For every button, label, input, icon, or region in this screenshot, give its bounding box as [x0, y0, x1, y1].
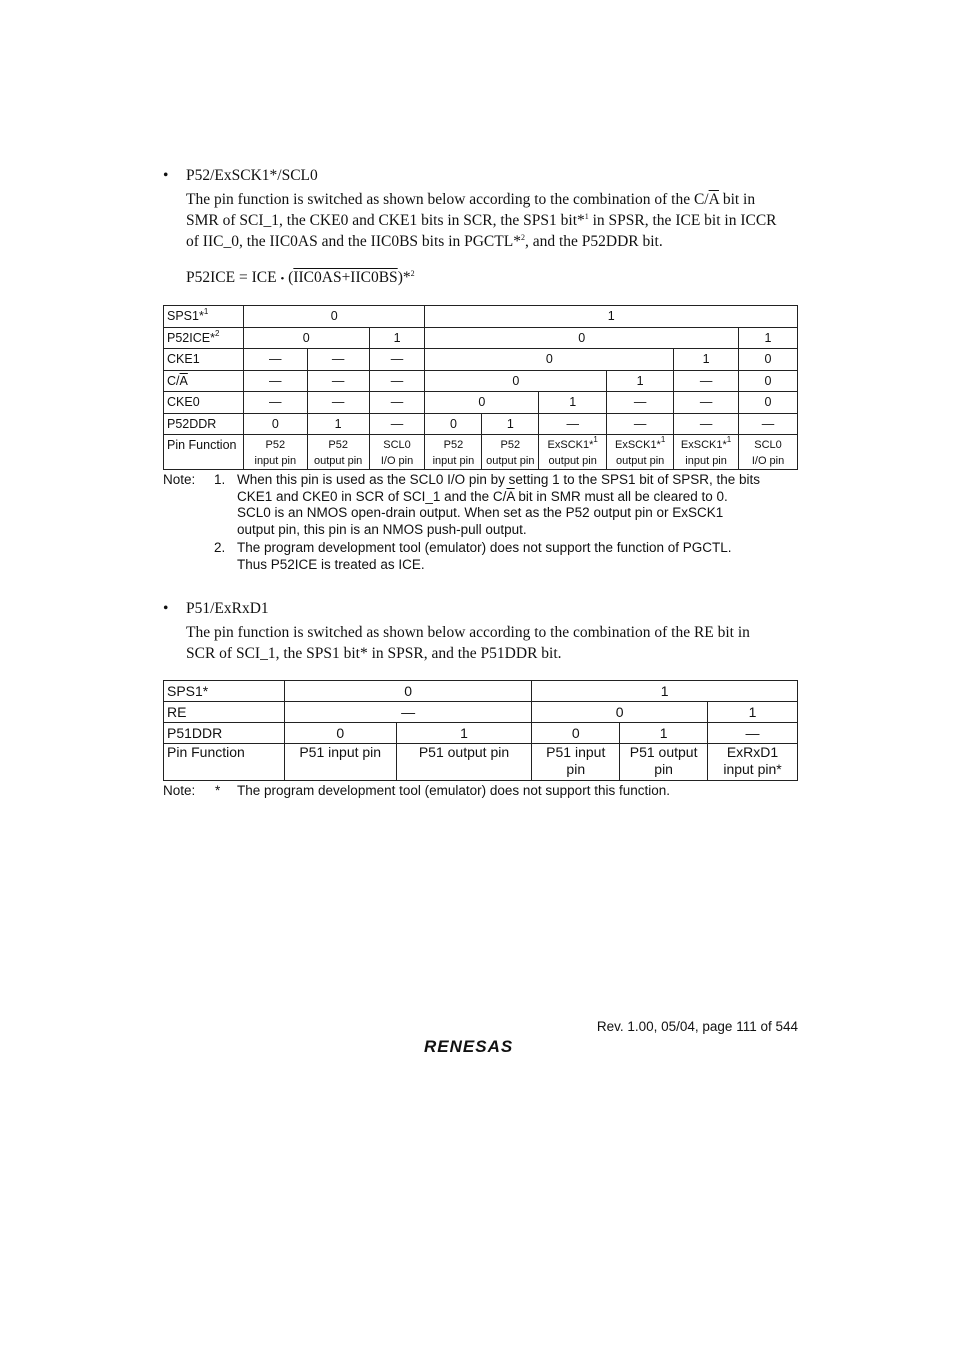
row-label: P52ICE*$^2$	[164, 327, 244, 349]
para-text: bit in	[718, 191, 756, 208]
table-cell: —	[307, 349, 369, 371]
para-text: , and the P52DDR bit.	[524, 233, 663, 250]
table-cell: P52 output pin	[482, 435, 539, 470]
table-cell: 1	[674, 349, 739, 371]
table-cell: 0	[243, 413, 307, 435]
note-number: 2.	[214, 540, 226, 555]
row-label: CKE1	[164, 349, 244, 371]
table-row	[164, 327, 798, 349]
table-cell: ExSCK1*$^1$ output pin	[539, 435, 607, 470]
table-cell: —	[369, 349, 425, 371]
formula-dot: •	[280, 273, 285, 285]
row-label: P52DDR	[164, 413, 244, 435]
table-cell: 0	[243, 306, 425, 328]
table-row	[164, 435, 798, 470]
footnote-ref: 2	[410, 269, 415, 278]
row-label: SPS1*	[164, 681, 285, 702]
para-text: SCR of SCI_1, the SPS1 bit* in SPSR, and the P51DDR bit.	[186, 645, 562, 662]
note-text: The program development tool (emulator) does not support the function of PGCTL. Thus P52ICE is treated as ICE.	[237, 540, 732, 572]
table-cell: 1	[307, 413, 369, 435]
note-text: When this pin is used as the SCL0 I/O pin by setting 1 to the SPS1 bit of SPSR, the bits CKE1 and CKE0 in SCR of SCI_1 and the $C/\overline{A}$ bit in SMR must all be cleared to 0. SCL0 is an NMOS open-drain output. When set as the P52 output pin or ExSCK1 output pin, this pin is an NMOS push-pull output.	[237, 472, 761, 537]
note-label: Note:	[163, 783, 196, 798]
table-cell: —	[284, 702, 532, 723]
table-row	[164, 370, 798, 392]
para-text: SMR of SCI_1, the CKE0 and CKE1 bits in SCR, the SPS1 bit*	[186, 212, 585, 229]
table-cell: 1	[620, 723, 708, 744]
note-number: 1.	[214, 472, 226, 487]
section-p52-paragraph	[186, 189, 801, 252]
table-cell: 1	[607, 370, 674, 392]
table-cell: —	[243, 349, 307, 371]
table-cell: 0	[425, 327, 739, 349]
para-text: The pin function is switched as shown below according to the combination of the RE bit in	[186, 624, 750, 641]
table-cell: 1	[482, 413, 539, 435]
table-cell: —	[369, 413, 425, 435]
table-cell: —	[243, 392, 307, 414]
row-label: Pin Function	[164, 435, 244, 470]
table-cell: 0	[425, 392, 539, 414]
table-cell: P52 input pin	[243, 435, 307, 470]
row-label: RE	[164, 702, 285, 723]
formula-overline: IIC0AS+IIC0BS	[293, 269, 398, 286]
table-cell: 0	[532, 702, 708, 723]
formula-text: (	[284, 269, 294, 286]
renesas-logo-mark	[422, 1034, 542, 1058]
table-cell: 0	[532, 723, 620, 744]
para-text: The pin function is switched as shown below according to the combination of the C/	[186, 191, 709, 208]
table-cell: 1	[539, 392, 607, 414]
table-cell: P51 output pin	[396, 744, 532, 781]
table-cell: 0	[284, 681, 532, 702]
bullet: •	[163, 167, 169, 184]
table-cell: 0	[425, 349, 674, 371]
table-row	[164, 702, 798, 723]
formula	[186, 269, 415, 287]
table-cell: P52 input pin	[425, 435, 482, 470]
note-label: Note:	[163, 472, 196, 487]
bullet: •	[163, 600, 169, 617]
p51-function-table	[163, 680, 798, 781]
table-cell: P51 input pin	[532, 744, 620, 781]
table-cell: —	[739, 413, 798, 435]
table-row	[164, 723, 798, 744]
table-row	[164, 306, 798, 328]
table-row	[164, 744, 798, 781]
row-label: Pin Function	[164, 744, 285, 781]
table-cell: —	[243, 370, 307, 392]
table-cell: 1	[369, 327, 425, 349]
section-p52-heading	[163, 167, 318, 185]
note-marker: *	[215, 783, 221, 798]
footnote-ref: 1	[584, 212, 589, 221]
table-cell: SCL0 I/O pin	[739, 435, 798, 470]
table-cell: —	[369, 370, 425, 392]
footnote-ref: 2	[520, 233, 525, 242]
para-text: of IIC_0, the IIC0AS and the IIC0BS bits in PGCTL*	[186, 233, 521, 250]
svg-text:RENESAS: RENESAS	[424, 1037, 514, 1056]
p52-function-table	[163, 305, 798, 470]
page-info: Rev. 1.00, 05/04, page 111 of 544	[596, 1019, 798, 1034]
table-row	[164, 349, 798, 371]
section-p51-paragraph	[186, 622, 801, 664]
table-cell: 0	[243, 327, 369, 349]
table-row	[164, 392, 798, 414]
table-cell: 0	[739, 349, 798, 371]
table-cell: 0	[739, 392, 798, 414]
section-p51-heading	[163, 600, 269, 618]
table-cell: 1	[425, 306, 798, 328]
row-label: CKE0	[164, 392, 244, 414]
section-title: P51/ExRxD1	[186, 600, 269, 617]
table-cell: 1	[708, 702, 798, 723]
table-cell: —	[607, 392, 674, 414]
table-cell: —	[307, 370, 369, 392]
table-cell: 0	[425, 370, 607, 392]
para-text-overline: $\overline{A}$	[708, 191, 719, 208]
table-cell: 1	[396, 723, 532, 744]
formula-text: P52ICE = ICE	[186, 269, 281, 286]
table-cell: —	[708, 723, 798, 744]
table-cell: P51 output pin	[620, 744, 708, 781]
table-row	[164, 413, 798, 435]
para-text: in SPSR, the ICE bit in ICCR	[588, 212, 777, 229]
table-cell: —	[369, 392, 425, 414]
table-cell: —	[307, 392, 369, 414]
section-title: P52/ExSCK1*/SCL0	[186, 167, 318, 184]
table-cell: P51 input pin	[284, 744, 396, 781]
table-cell: SCL0 I/O pin	[369, 435, 425, 470]
table-cell: —	[539, 413, 607, 435]
table-cell: —	[607, 413, 674, 435]
note-1	[163, 472, 803, 577]
table-cell: 0	[739, 370, 798, 392]
table-cell: 1	[739, 327, 798, 349]
formula-text: )*	[397, 269, 411, 286]
table-cell: —	[674, 370, 739, 392]
table-cell: P52 output pin	[307, 435, 369, 470]
table-cell: ExRxD1 input pin*	[708, 744, 798, 781]
row-label: P51DDR	[164, 723, 285, 744]
renesas-logo	[422, 1034, 542, 1058]
row-label: $C/\overline{A}$	[164, 370, 244, 392]
table-cell: 1	[532, 681, 798, 702]
table-cell: —	[674, 392, 739, 414]
table-cell: —	[674, 413, 739, 435]
table-row	[164, 681, 798, 702]
table-cell: 0	[284, 723, 396, 744]
row-label: SPS1*$^1$	[164, 306, 244, 328]
note-2	[163, 783, 803, 803]
note-text: The program development tool (emulator) does not support this function.	[237, 783, 670, 798]
table-cell: 0	[425, 413, 482, 435]
table-cell: ExSCK1*$^1$ input pin	[674, 435, 739, 470]
table-cell: ExSCK1*$^1$ output pin	[607, 435, 674, 470]
